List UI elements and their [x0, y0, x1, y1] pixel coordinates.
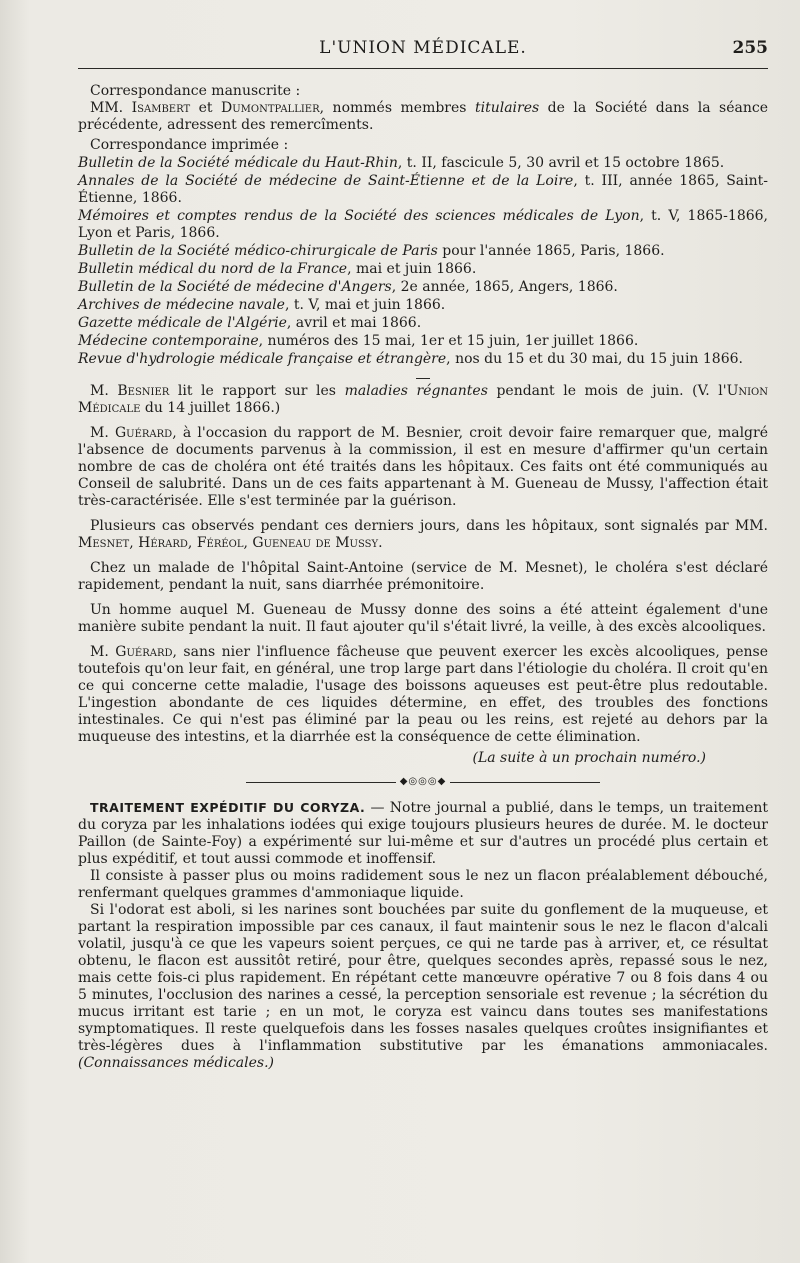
- publication-details: , nos du 15 et du 30 mai, du 15 juin 1866.: [446, 351, 743, 367]
- publication-details: , t. III, année 1865, Saint-Étienne, 1866.: [78, 173, 768, 206]
- publication-title: Mémoires et comptes rendus de la Société des sciences médicales de Lyon: [78, 208, 640, 224]
- name-isambert: Isambert: [131, 100, 191, 116]
- publication-title: Bulletin de la Société médico-chirurgicale de Paris: [78, 243, 438, 259]
- name-guerard: Guérard: [115, 644, 173, 660]
- publication-title: Bulletin de la Société de médecine d'Angers: [78, 279, 392, 295]
- publication-title: Bulletin médical du nord de la France: [78, 261, 348, 277]
- m-label: M.: [90, 383, 109, 399]
- saint-antoine-paragraph: Chez un malade de l'hôpital Saint-Antoine (service de M. Mesnet), le choléra s'est déclaré rapidement, pendant la nuit, sans diarrhée prémonitoire.: [78, 560, 768, 593]
- ornament-line-left: [246, 782, 396, 783]
- journal-name: Union Médicale: [78, 383, 769, 416]
- guerard-paragraph-1: [78, 425, 768, 510]
- text-segment: du 14 juillet 1866.): [144, 400, 281, 416]
- correspondance-manuscrite-paragraph: [78, 100, 768, 134]
- mm-label: MM.: [90, 100, 124, 116]
- text-segment: , sans nier l'influence fâcheuse que peuvent exercer les excès alcooliques, pense toutefois qu'on leur fait, en général, une trop large part dans l'étiologie du choléra. Il croit qu'en ce qui concerne cette maladie, l'usage des boissons aqueuses est peut-être plus redoutable. L'ingestion abondante de ces liquides détermine, en effet, des troubles des fonctions intestinales. Ce qui n'est pas éliminé par la peau ou les reins, est rejeté au dehors par la muqueuse des intestins, et la diarrhée est la conséquence de cette élimination.: [78, 644, 768, 745]
- homme-paragraph: Un homme auquel M. Gueneau de Mussy donne des soins a été atteint également d'une manière subite pendant la nuit. Il faut ajouter qu'il s'était livré, la veille, à des excès alcooliques.: [78, 602, 768, 635]
- m-label: M.: [90, 644, 109, 660]
- correspondance-imprimee-heading: Correspondance imprimée :: [90, 137, 289, 153]
- text-segment: lit le rapport sur les: [177, 383, 336, 399]
- text-segment: de la Société dans la séance précédente, adressent des remercîments.: [78, 100, 768, 133]
- section-divider: [416, 378, 430, 379]
- publication-title: Médecine contemporaine: [78, 333, 259, 349]
- page-number: 255: [732, 38, 768, 58]
- suite-text: (La suite à un prochain numéro.): [472, 750, 706, 766]
- publication-details: , numéros des 15 mai, 1er et 15 juin, 1er juillet 1866.: [258, 333, 639, 349]
- article-paragraph-3: [78, 902, 768, 1072]
- text-segment: , à l'occasion du rapport de M. Besnier, croit devoir faire remarquer que, malgré l'absence de documents parvenus à la commission, il est en mesure d'affirmer qu'un certain nombre de cas de choléra ont été traités dans les hôpitaux. Ces faits ont été communiqués au Conseil de salubrité. Dans un de ces faits appartenant à M. Gueneau de Mussy, l'affection était très-caractérisée. Elle s'est terminée par la guérison.: [78, 425, 768, 509]
- publication-title: Bulletin de la Société médicale du Haut-Rhin: [78, 155, 398, 171]
- doctor-names: Mesnet, Hérard, Féréol, Gueneau de Mussy.: [78, 535, 383, 551]
- publication-details: , avril et mai 1866.: [286, 315, 422, 331]
- bibliography-item: [78, 261, 768, 278]
- correspondance-manuscrite-heading: Correspondance manuscrite :: [90, 83, 301, 99]
- continuation-note: [78, 750, 768, 767]
- text-segment: Plusieurs cas observés pendant ces derniers jours, dans les hôpitaux, sont signalés par: [90, 518, 729, 534]
- bibliography-item: [78, 243, 768, 260]
- publication-details: , t. V, mai et juin 1866.: [284, 297, 446, 313]
- italic-titulaires: titulaires: [474, 100, 540, 116]
- mm-label: MM.: [734, 518, 768, 534]
- ornament-line-right: [450, 782, 600, 783]
- m-label: M.: [90, 425, 109, 441]
- publication-title: Annales de la Société de médecine de Saint-Étienne et de la Loire: [78, 173, 574, 189]
- article-intro: — Notre journal a publié, dans le temps, un traitement du coryza par les inhalations iodées qui exige toujours plusieurs heures de durée. M. le docteur Paillon (de Sainte-Foy) a expérimenté sur lui-même et sur d'autres un procédé plus certain et plus expéditif, et tout aussi commode et inoffensif.: [78, 800, 768, 867]
- bibliography-item: [78, 297, 768, 314]
- article-intro-paragraph: [78, 799, 768, 868]
- article-title: TRAITEMENT EXPÉDITIF DU CORYZA.: [90, 800, 366, 815]
- publication-details: , mai et juin 1866.: [347, 261, 477, 277]
- bibliography-item: [78, 333, 768, 350]
- ornamental-divider: [78, 777, 768, 787]
- publication-details: , 2e année, 1865, Angers, 1866.: [391, 279, 618, 295]
- bibliography-item: [78, 279, 768, 296]
- bibliography-item: [78, 208, 768, 242]
- plusieurs-paragraph: [78, 518, 768, 552]
- italic-maladies-regnantes: maladies régnantes: [344, 383, 488, 399]
- bibliography-item: [78, 173, 768, 207]
- publication-details: , t. II, fascicule 5, 30 avril et 15 octobre 1865.: [397, 155, 725, 171]
- bibliography-item: [78, 315, 768, 332]
- name-guerard: Guérard: [114, 425, 173, 441]
- bibliography-item: [78, 351, 768, 368]
- journal-title: L'UNION MÉDICALE.: [319, 38, 527, 58]
- ornament-icon: ◆◎◎◎◆: [399, 776, 447, 787]
- article-source: (Connaissances médicales.): [78, 1055, 274, 1071]
- article-paragraph-2: Il consiste à passer plus ou moins radidement sous le nez un flacon préalablement débouché, renfermant quelques grammes d'ammoniaque liquide.: [78, 868, 768, 901]
- publication-details: , t. V, 1865-1866, Lyon et Paris, 1866.: [78, 208, 768, 241]
- bibliography-item: [78, 155, 768, 172]
- guerard-paragraph-2: [78, 644, 768, 746]
- publication-title: Revue d'hydrologie médicale française et étrangère: [78, 351, 447, 367]
- conj-et: et: [198, 100, 213, 116]
- page-body: [78, 83, 768, 1072]
- publication-details: pour l'année 1865, Paris, 1866.: [437, 243, 665, 259]
- besnier-paragraph: [78, 383, 768, 417]
- name-dumontpallier: Dumontpallier: [221, 100, 320, 116]
- name-besnier: Besnier: [117, 383, 170, 399]
- text-segment: Si l'odorat est aboli, si les narines sont bouchées par suite du gonflement de la muqueuse, et partant la respiration impossible par ces canaux, il faut maintenir sous le nez le flacon d'alcali volatil, jusqu'à ce que les vapeurs soient perçues, ce qui ne tarde pas à arriver, et, ce résultat obtenu, le flacon est aussitôt retiré, pour être, quelques secondes après, repassé sous le nez, mais cette fois-ci plus rapidement. En répétant cette manœuvre opérative 7 ou 8 fois dans 4 ou 5 minutes, l'occlusion des narines a cessé, la perception sensoriale est revenue ; la sécrétion du mucus irritant est tarie ; en un mot, le coryza est vaincu dans toutes ses manifestations symptomatiques. Il reste quelquefois dans les fosses nasales quelques croûtes insignifiantes et très-légères dues à l'inflammation substitutive par les émanations ammoniacales.: [78, 902, 768, 1054]
- text-segment: , nommés membres: [319, 100, 467, 116]
- text-segment: pendant le mois de juin. (V. l': [496, 383, 727, 399]
- publication-title: Gazette médicale de l'Algérie: [78, 315, 287, 331]
- bibliography-list: [78, 155, 768, 368]
- running-head: [78, 38, 768, 69]
- publication-title: Archives de médecine navale: [78, 297, 285, 313]
